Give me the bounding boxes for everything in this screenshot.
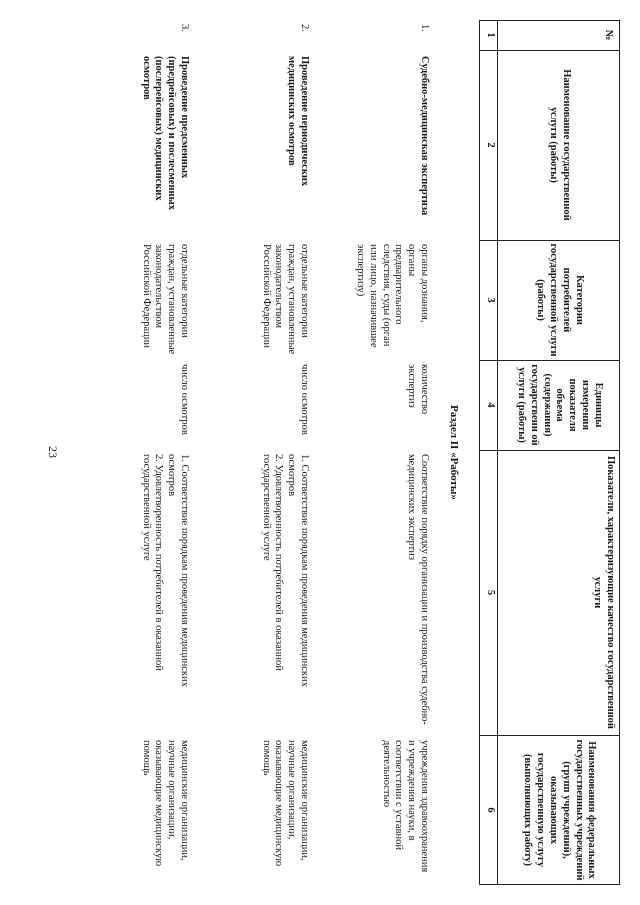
unit: количество экспертиз xyxy=(406,364,430,415)
header-quality: Показатели, характеризующие качество государственной услуги xyxy=(592,456,616,729)
column-number: 2 xyxy=(485,142,496,148)
header-institutions: Наименования федеральных государственных учреждений (групп учреждений), оказывающих государственную услугу (выполняющих работу) xyxy=(522,739,598,881)
column-number: 5 xyxy=(485,589,496,596)
consumers: отдельные категории граждан, установленные законодательством Российской Федерации xyxy=(140,244,190,355)
service-name: Судебно-медицинская экспертиза xyxy=(419,56,430,216)
institutions: медицинские организации, научные организации, оказывающие медицинскую помощь xyxy=(140,740,190,867)
header-number: № xyxy=(603,29,614,41)
consumers: органы дознания, органы предварительного следствия, суды (орган или лицо, назначившее экспертизу) xyxy=(355,244,430,348)
page-number: 23 xyxy=(46,446,60,458)
quality: Соответствие порядку организации и производства судебно-медицинских экспертиз xyxy=(406,454,430,725)
rotated-document xyxy=(60,20,620,885)
row-number: 1. xyxy=(419,24,430,32)
service-name: Проведение предсменных (предрейсовых) и послесменных (послерейсовых) медицинских осмотров xyxy=(140,56,190,210)
header-consumers: Категории потребителей государственной услуги (работы) xyxy=(535,243,585,357)
quality: 1. Соответствие порядкам проведения медицинских осмотров 2. Удовлетворенность потребителей в оказанной государственной услуге xyxy=(140,454,190,687)
column-number: 3 xyxy=(485,297,496,303)
institutions: учреждения здравоохранения и учреждения науки, в соответствии с уставной деятельностью xyxy=(380,740,430,873)
header-unit: Единицы измерения показателя объема (содержания) государственн ой услуги (работы) xyxy=(516,364,604,446)
quality: 1. Соответствие порядкам проведения медицинских осмотров 2. Удовлетворенность потребителей в оказанной государственной услуге xyxy=(260,454,310,687)
row-number: 3. xyxy=(179,24,190,32)
section-title: Раздел II «Работы» xyxy=(448,404,460,501)
service-name: Проведение периодических медицинских осмотров xyxy=(286,56,310,187)
header-service-name: Наименование государственной услуги (работы) xyxy=(548,69,572,221)
institutions: медицинские организации, научные организации, оказывающие медицинскую помощь xyxy=(260,740,310,867)
column-number: 6 xyxy=(485,807,496,813)
consumers: отдельные категории граждан, установленные законодательством Российской Федерации xyxy=(260,244,310,355)
column-number: 1 xyxy=(485,32,496,38)
unit: число осмотров xyxy=(179,364,190,435)
table-rule xyxy=(479,20,480,885)
services-table xyxy=(60,20,620,885)
row-number: 2. xyxy=(299,24,310,32)
unit: число осмотров xyxy=(299,364,310,435)
column-number: 4 xyxy=(485,402,496,408)
